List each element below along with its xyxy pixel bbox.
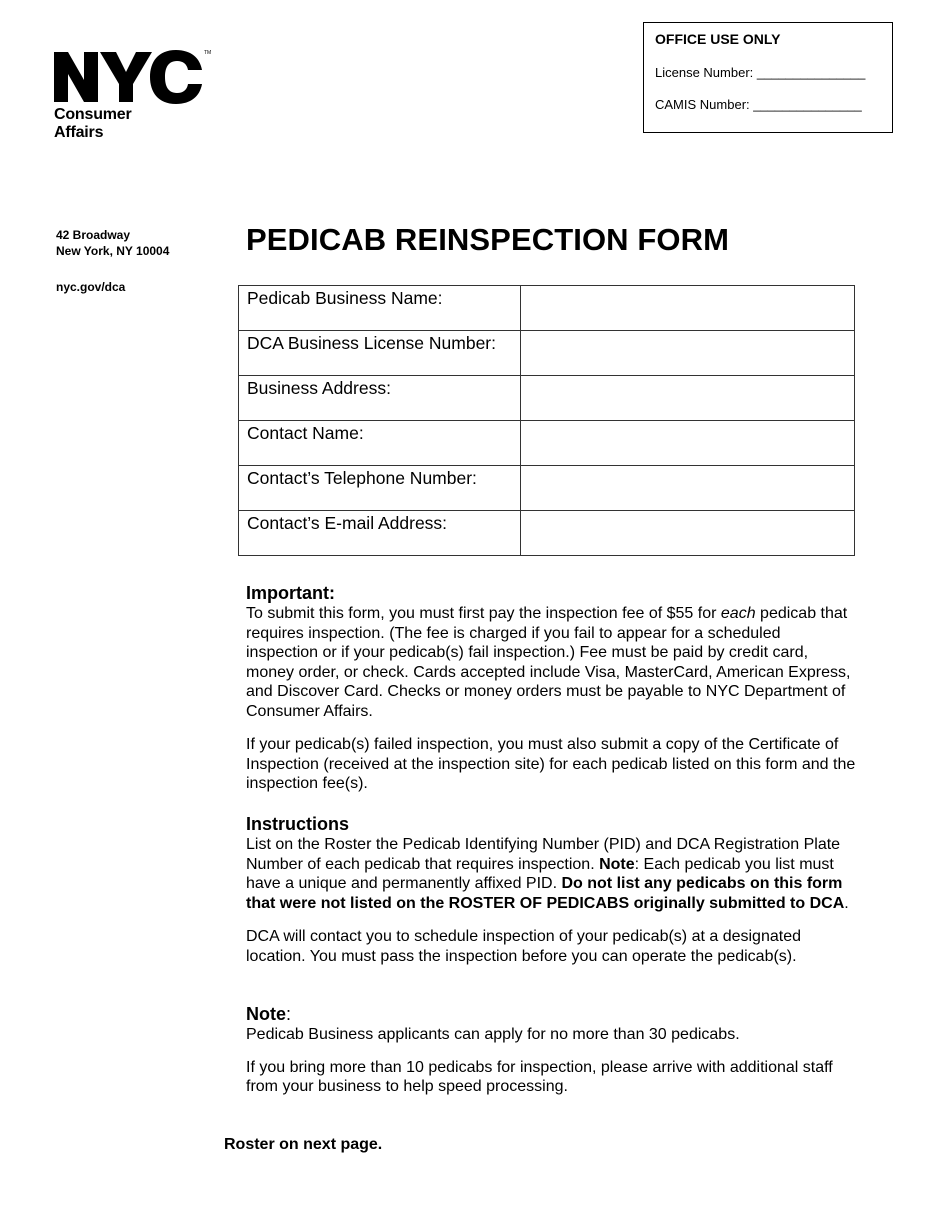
important-paragraph-1: To submit this form, you must first pay the inspection fee of $55 for each pedicab that requires inspection. (The fee is charged if you fail to appear for a scheduled inspection or if your pedicab(s) fail inspection.) Fee must be paid by credit card, money order, or check. Cards accepted include Visa, MasterCard, American Express, and Discover Card. Checks or money orders must be payable to NYC Department of Consumer Affairs.: [246, 605, 851, 720]
roster-next-page-note: Roster on next page.: [224, 1136, 383, 1153]
business-info-table: [238, 285, 855, 556]
logo-text-affairs: Affairs: [54, 124, 104, 141]
business-address-input[interactable]: [520, 376, 854, 421]
note-section: [246, 1004, 856, 1097]
address-street: 42 Broadway: [56, 228, 131, 242]
field-label: Pedicab Business Name:: [239, 286, 521, 331]
address-city: New York, NY 10004: [56, 244, 170, 258]
contact-telephone-input[interactable]: [520, 466, 854, 511]
important-heading: Important:: [246, 583, 335, 603]
field-label: DCA Business License Number:: [239, 331, 521, 376]
important-section: [246, 583, 856, 794]
license-number-input[interactable]: [520, 331, 854, 376]
instructions-section: [246, 814, 856, 966]
trademark-symbol: TM: [204, 50, 212, 56]
nyc-consumer-affairs-logo: [54, 46, 214, 146]
table-row: [239, 421, 855, 466]
instructions-paragraph-1: List on the Roster the Pedicab Identifying Number (PID) and DCA Registration Plate Number of each pedicab that requires inspection. Note: Each pedicab you list must have a unique and permanently affixed PID. Do not list any pedicabs on this form that were not listed on the ROSTER OF PEDICABS originally submitted to DCA.: [246, 836, 849, 912]
page-title: PEDICAB REINSPECTION FORM: [246, 222, 730, 257]
license-number-field: License Number: _______________: [655, 65, 866, 80]
business-name-input[interactable]: [520, 286, 854, 331]
office-use-heading: OFFICE USE ONLY: [655, 31, 781, 47]
field-label: Contact’s E-mail Address:: [239, 511, 521, 556]
instructions-paragraph-2: DCA will contact you to schedule inspection of your pedicab(s) at a designated location. You must pass the inspection before you can operate the pedicab(s).: [246, 928, 801, 965]
table-row: [239, 466, 855, 511]
contact-name-input[interactable]: [520, 421, 854, 466]
important-paragraph-2: If your pedicab(s) failed inspection, you must also submit a copy of the Certificate of Inspection (received at the inspection site) for each pedicab listed on this form and the inspection fee(s).: [246, 736, 856, 792]
agency-address: [56, 227, 169, 259]
table-row: [239, 511, 855, 556]
field-label: Contact’s Telephone Number:: [239, 466, 521, 511]
table-row: [239, 331, 855, 376]
instructions-heading: Instructions: [246, 814, 350, 834]
table-row: [239, 376, 855, 421]
note-paragraph-1: Pedicab Business applicants can apply for no more than 30 pedicabs.: [246, 1026, 740, 1043]
contact-email-input[interactable]: [520, 511, 854, 556]
camis-number-field: CAMIS Number: _______________: [655, 97, 862, 112]
office-use-box: [643, 22, 893, 133]
note-heading: Note:: [246, 1004, 292, 1024]
field-label: Contact Name:: [239, 421, 521, 466]
nyc-logo-mark: [54, 46, 212, 104]
field-label: Business Address:: [239, 376, 521, 421]
logo-text-consumer: Consumer: [54, 106, 132, 123]
agency-website: nyc.gov/dca: [56, 280, 126, 294]
note-paragraph-2: If you bring more than 10 pedicabs for inspection, please arrive with additional staff from your business to help speed processing.: [246, 1058, 833, 1095]
table-row: [239, 286, 855, 331]
